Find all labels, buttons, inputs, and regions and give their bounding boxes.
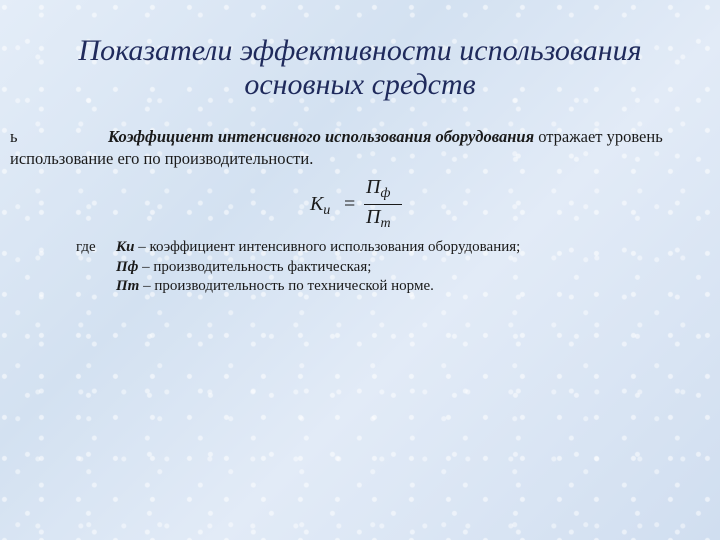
legend-text: – коэффициент интенсивного использования оборудования; (134, 239, 521, 255)
formula-denominator-symbol: П (366, 206, 381, 228)
legend-item (116, 277, 434, 297)
formula-lhs-subscript: и (323, 203, 331, 218)
formula (308, 176, 428, 232)
definition-paragraph (10, 126, 700, 170)
legend-text: – производительность фактическая; (138, 258, 372, 275)
legend-row (76, 258, 520, 278)
formula-denominator (366, 206, 391, 232)
legend-term: Пф (116, 258, 139, 275)
formula-lhs (310, 193, 330, 219)
formula-denominator-subscript: т (380, 216, 391, 231)
legend-term: Пт (116, 278, 140, 294)
formula-equals: = (344, 193, 356, 215)
formula-numerator-symbol: П (366, 176, 381, 198)
legend-term: Ки (116, 239, 135, 255)
legend-lead-spacer (76, 277, 116, 297)
formula-fraction-bar (364, 204, 402, 205)
legend-item (116, 238, 520, 258)
legend-row (76, 238, 520, 258)
legend-lead-word: где (76, 239, 96, 255)
definition-text: отражает уровень использование его по производительности. (10, 127, 663, 168)
legend-row (76, 277, 520, 297)
slide-title-line-2: основных средств (244, 68, 476, 101)
definition-term: Коэффициент интенсивного использования оборудования (108, 127, 535, 146)
bullet-marker: ь (10, 127, 18, 146)
legend-text: – производительность по технической норме. (139, 278, 434, 294)
slide-title (20, 34, 700, 102)
slide-title-line-1: Показатели эффективности использования (78, 34, 642, 67)
legend-item (116, 258, 371, 278)
formula-numerator (366, 176, 390, 202)
formula-lhs-symbol: К (310, 193, 324, 215)
formula-numerator-subscript: ф (380, 186, 391, 201)
formula-legend (76, 238, 520, 297)
legend-lead-spacer (76, 258, 116, 278)
